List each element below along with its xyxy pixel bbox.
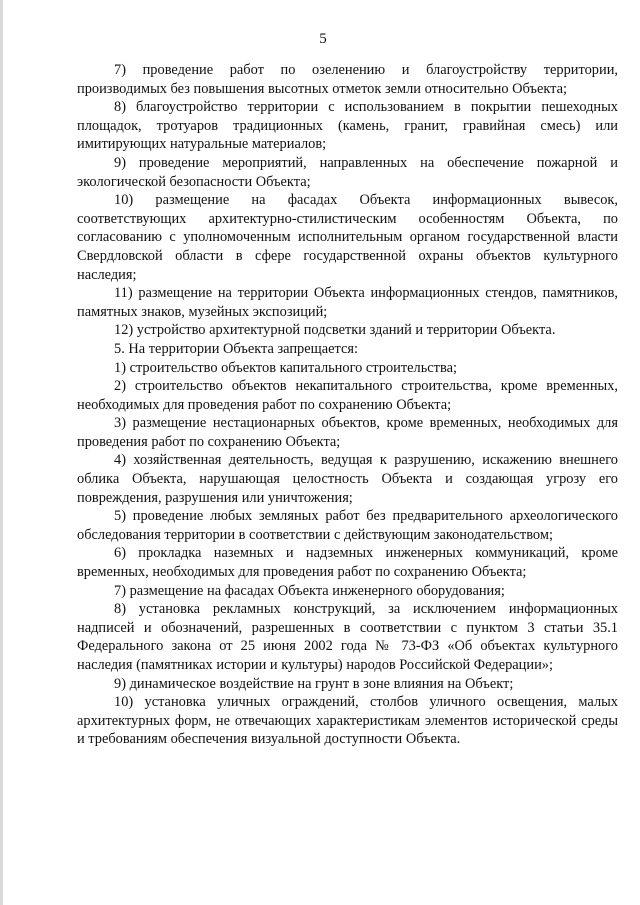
paragraph-item-9-safety: 9) проведение мероприятий, направленных на обеспечение пожарной и экологической безопасности Объекта; (77, 154, 618, 190)
document-body (77, 61, 618, 749)
prohibited-item-7: 7) размещение на фасадах Объекта инженерного оборудования; (114, 582, 505, 599)
paragraph-item-11-stands: 11) размещение на территории Объекта информационных стендов, памятников, памятных знаков, музейных экспозиций; (77, 285, 618, 320)
prohibited-item-5: 5) проведение любых земляных работ без предварительного археологического обследования территории в соответствии с действующим законодательством; (77, 508, 618, 543)
section-heading-prohibited: 5. На территории Объекта запрещается: (114, 340, 358, 357)
prohibited-item-10: 10) установка уличных ограждений, столбов уличного освещения, малых архитектурных форм, не отвечающих характеристикам элементов исторической среды и требованиям обеспечения визуальной доступности Объекта. (77, 694, 618, 748)
paragraph-item-7-landscaping: 7) проведение работ по озеленению и благоустройству территории, производимых без повышения высотных отметок земли относительно Объекта; (77, 62, 618, 97)
prohibited-item-2: 2) строительство объектов некапитального строительства, кроме временных, необходимых для проведения работ по сохранению Объекта; (77, 378, 618, 413)
paragraph-item-10-signage: 10) размещение на фасадах Объекта информационных вывесок, соответствующих архитектурно-стилистическим особенностям Объекта, по согласованию с уполномоченным исполнительным органом государственной власти Свердловской области в сфере государственной охраны объектов культурного наследия; (77, 192, 618, 283)
prohibited-item-9: 9) динамическое воздействие на грунт в зоне влияния на Объект; (114, 675, 514, 692)
paragraph-item-8-paving: 8) благоустройство территории с использованием в покрытии пешеходных площадок, тротуаров традиционных (камень, гранит, гравийная смесь) или имитирующих натуральные материалов; (77, 99, 618, 153)
prohibited-item-8: 8) установка рекламных конструкций, за исключением информационных надписей и обозначений, разрешенных в соответствии с пунктом 3 статьи 35.1 Федерального закона от 25 июня 2002 года № 73-ФЗ «Об объектах культурного наследия (памятниках истории и культуры) народов Российской Федерации»; (77, 601, 618, 673)
prohibited-item-3: 3) размещение нестационарных объектов, кроме временных, необходимых для проведения работ по сохранению Объекта; (77, 415, 618, 450)
paragraph-item-12-lighting: 12) устройство архитектурной подсветки зданий и территории Объекта. (114, 322, 556, 339)
prohibited-item-1: 1) строительство объектов капитального строительства; (114, 359, 457, 376)
prohibited-item-6: 6) прокладка наземных и надземных инженерных коммуникаций, кроме временных, необходимых для проведения работ по сохранению Объекта; (77, 545, 618, 581)
prohibited-item-4: 4) хозяйственная деятельность, ведущая к разрушению, искажению внешнего облика Объекта, нарушающая целостность Объекта и создающая угрозу его повреждения, разрушения или уничтожения; (77, 452, 618, 506)
page-number: 5 (319, 31, 327, 47)
